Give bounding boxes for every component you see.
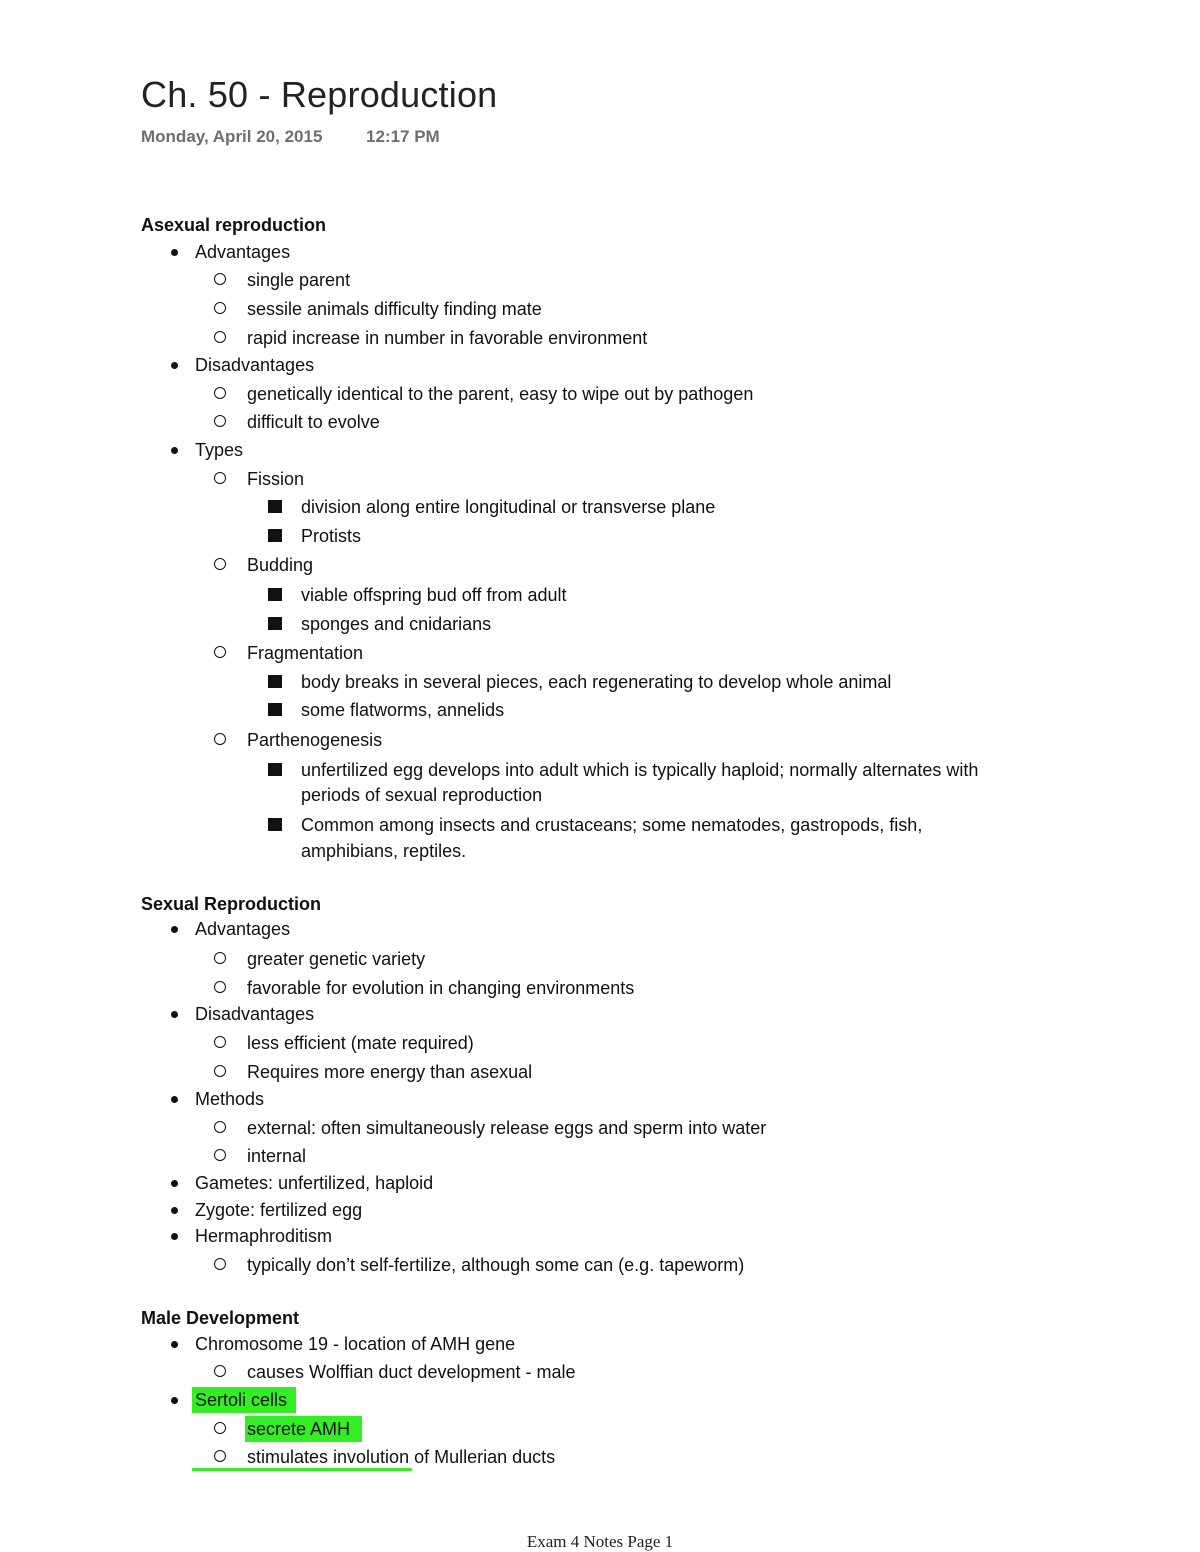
bullet-square: [268, 617, 282, 630]
bullet-circle: [214, 1065, 226, 1077]
bullet-dot: [171, 1011, 178, 1018]
list-item: Methods: [195, 1089, 265, 1109]
list-item: Common among insects and crustaceans; some nematodes, gastropods, fish,: [301, 815, 923, 835]
bullet-square: [268, 500, 282, 513]
list-item: Fission: [247, 469, 305, 489]
bullet-dot: [171, 1397, 178, 1404]
list-item: body breaks in several pieces, each regenerating to develop whole animal: [301, 672, 892, 692]
bullet-dot: [171, 1207, 178, 1214]
list-item: Chromosome 19 - location of AMH gene: [195, 1334, 516, 1354]
bullet-dot: [171, 1233, 178, 1240]
bullet-dot: [171, 1180, 178, 1187]
list-item-highlighted: Sertoli cells: [195, 1390, 288, 1410]
list-item: difficult to evolve: [247, 412, 380, 432]
bullet-circle: [214, 1365, 226, 1377]
section-heading-asexual: Asexual reproduction: [141, 215, 327, 235]
highlight-underline: [192, 1468, 412, 1471]
bullet-dot: [171, 362, 178, 369]
bullet-square: [268, 703, 282, 716]
bullet-circle: [214, 952, 226, 964]
list-item: Gametes: unfertilized, haploid: [195, 1173, 434, 1193]
list-item: less efficient (mate required): [247, 1033, 474, 1053]
list-item: Hermaphroditism: [195, 1226, 333, 1246]
bullet-circle: [214, 1121, 226, 1133]
bullet-circle: [214, 646, 226, 658]
list-item: single parent: [247, 270, 351, 290]
section-heading-male: Male Development: [141, 1308, 300, 1328]
list-item: Advantages: [195, 242, 291, 262]
list-item: sponges and cnidarians: [301, 614, 492, 634]
bullet-square: [268, 763, 282, 776]
bullet-square: [268, 588, 282, 601]
list-item: genetically identical to the parent, easy to wipe out by pathogen: [247, 384, 754, 404]
bullet-circle: [214, 273, 226, 285]
bullet-circle: [214, 387, 226, 399]
list-item: rapid increase in number in favorable environment: [247, 328, 648, 348]
bullet-circle: [214, 331, 226, 343]
page-date: Monday, April 20, 2015: [141, 127, 323, 146]
bullet-circle: [214, 1036, 226, 1048]
list-item: Budding: [247, 555, 314, 575]
list-item: Zygote: fertilized egg: [195, 1200, 363, 1220]
list-item: viable offspring bud off from adult: [301, 585, 567, 605]
bullet-circle: [214, 1450, 226, 1462]
bullet-circle: [214, 1149, 226, 1161]
bullet-dot: [171, 447, 178, 454]
list-item-highlighted: secrete AMH: [247, 1419, 351, 1439]
bullet-circle: [214, 981, 226, 993]
list-item: Disadvantages: [195, 355, 315, 375]
page-title: Ch. 50 - Reproduction: [141, 74, 498, 115]
list-item: Fragmentation: [247, 643, 364, 663]
bullet-circle: [214, 1258, 226, 1270]
bullet-circle: [214, 1422, 226, 1434]
list-item: Advantages: [195, 919, 291, 939]
bullet-dot: [171, 1341, 178, 1348]
list-item: greater genetic variety: [247, 949, 426, 969]
list-item: division along entire longitudinal or transverse plane: [301, 497, 716, 517]
list-item: some flatworms, annelids: [301, 700, 505, 720]
list-item-continuation: amphibians, reptiles.: [301, 841, 467, 861]
bullet-circle: [214, 733, 226, 745]
list-item: Protists: [301, 526, 362, 546]
list-item: stimulates involution of Mullerian ducts: [247, 1447, 556, 1467]
list-item: external: often simultaneously release eggs and sperm into water: [247, 1118, 767, 1138]
bullet-circle: [214, 558, 226, 570]
bullet-dot: [171, 1096, 178, 1103]
bullet-dot: [171, 926, 178, 933]
list-item: Requires more energy than asexual: [247, 1062, 533, 1082]
bullet-square: [268, 529, 282, 542]
list-item: internal: [247, 1146, 307, 1166]
list-item: favorable for evolution in changing environments: [247, 978, 635, 998]
list-item-continuation: periods of sexual reproduction: [301, 785, 543, 805]
list-item: sessile animals difficulty finding mate: [247, 299, 542, 319]
bullet-circle: [214, 302, 226, 314]
list-item: typically don’t self-fertilize, although some can (e.g. tapeworm): [247, 1255, 745, 1275]
section-heading-sexual: Sexual Reproduction: [141, 894, 322, 914]
bullet-circle: [214, 415, 226, 427]
bullet-square: [268, 675, 282, 688]
list-item: Types: [195, 440, 244, 460]
list-item: Disadvantages: [195, 1004, 315, 1024]
bullet-dot: [171, 249, 178, 256]
page-time: 12:17 PM: [366, 127, 440, 146]
list-item: Parthenogenesis: [247, 730, 383, 750]
page-footer: Exam 4 Notes Page 1: [526, 1532, 674, 1551]
list-item: unfertilized egg develops into adult which is typically haploid; normally alternates with: [301, 760, 979, 780]
list-item: causes Wolffian duct development - male: [247, 1362, 576, 1382]
bullet-square: [268, 818, 282, 831]
bullet-circle: [214, 472, 226, 484]
